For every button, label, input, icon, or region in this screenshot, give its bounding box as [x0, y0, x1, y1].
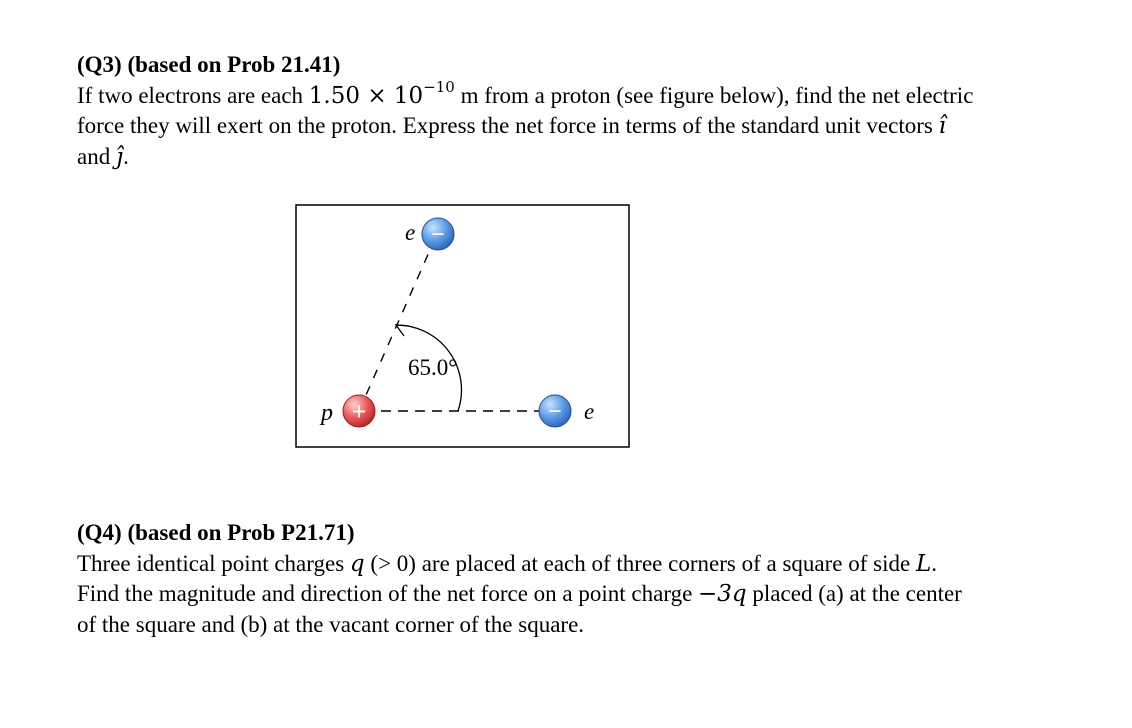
L-symbol: L — [915, 550, 932, 577]
right-electron-label: e — [584, 399, 595, 424]
proton-plus-sign: + — [351, 397, 367, 426]
angle-label: 65.0° — [408, 355, 458, 380]
minus-3q-symbol: −3q — [698, 581, 747, 607]
q4-line-2: Find the magnitude and direction of the net force on a point charge −3q placed (a) at the center — [77, 581, 962, 607]
q3-line-2: force they will exert on the proton. Express the net force in terms of the standard unit vectors î — [77, 113, 946, 139]
proton-label: p — [321, 400, 333, 426]
q3-line-1: If two electrons are each $1.50 \times 10^{-10}$ m from a proton (see figure below), find the net electric — [77, 77, 974, 109]
question-4 — [77, 518, 1097, 640]
q4-line-3: of the square and (b) at the vacant corner of the square. — [77, 611, 585, 637]
q4-line-1: Three identical point charges q (> 0) are placed at each of three corners of a square of side L. — [77, 550, 937, 577]
question-3 — [77, 50, 1097, 172]
q3-line-3: and ĵ. — [77, 143, 129, 170]
right-electron-minus-sign: − — [548, 399, 562, 425]
q-symbol: q — [349, 550, 365, 577]
q3-heading: (Q3) (based on Prob 21.41) — [77, 52, 341, 77]
top-electron-label: e — [405, 220, 416, 245]
distance-value: $1.50 \times 10^{-10}$ — [308, 77, 455, 109]
i-hat: î — [938, 113, 946, 139]
j-hat: ĵ — [115, 143, 124, 170]
q4-heading: (Q4) (based on Prob P21.71) — [77, 520, 355, 545]
charge-diagram-svg — [295, 204, 630, 448]
top-electron-minus-sign: − — [431, 222, 445, 248]
charge-diagram — [295, 204, 630, 448]
